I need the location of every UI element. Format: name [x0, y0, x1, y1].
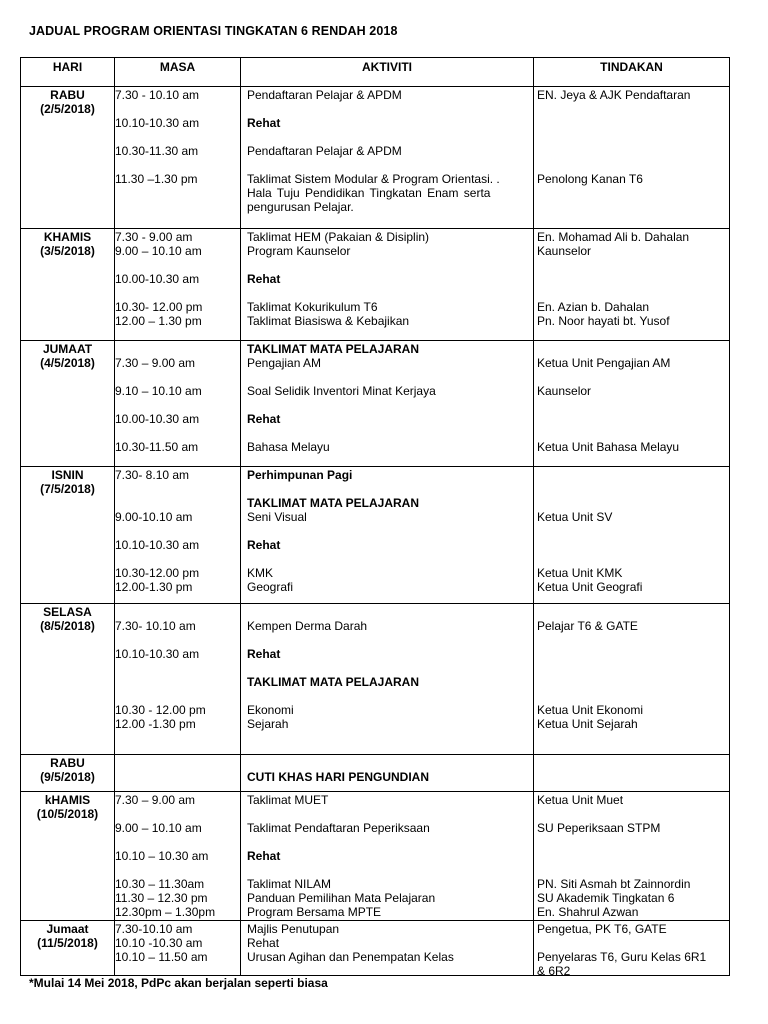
activity: Soal Selidik Inventori Minat Kerjaya	[247, 384, 436, 398]
person-in-charge: Penyelaras T6, Guru Kelas 6R1	[537, 950, 707, 964]
tindakan-cell	[534, 921, 730, 976]
time-slot: 7.30 - 10.10 am	[115, 88, 200, 102]
activity: Hala Tuju Pendidikan Tingkatan Enam serta	[247, 186, 491, 200]
activity: Program Bersama MPTE	[247, 905, 382, 919]
person-in-charge: Ketua Unit KMK	[537, 566, 623, 580]
time-slot: 7.30- 8.10 am	[115, 468, 190, 482]
masa-cell	[115, 921, 241, 976]
activity: Pengajian AM	[247, 356, 322, 370]
schedule-table	[20, 57, 730, 976]
person-in-charge: Pelajar T6 & GATE	[537, 619, 638, 633]
tindakan-cell	[534, 604, 730, 755]
activity: Geografi	[247, 580, 294, 594]
table-row	[21, 467, 730, 604]
person-in-charge: En. Azian b. Dahalan	[537, 300, 650, 314]
day-date: (3/5/2018)	[40, 244, 95, 258]
activity: KMK	[247, 566, 274, 580]
tindakan-cell	[534, 755, 730, 792]
time-slot: 10.30-11.50 am	[115, 440, 199, 454]
time-slot: 9.00 – 10.10 am	[115, 244, 202, 258]
activity: Pendaftaran Pelajar & APDM	[247, 144, 402, 158]
day-cell	[21, 604, 115, 755]
person-in-charge: Pengetua, PK T6, GATE	[537, 922, 667, 936]
activity: Taklimat Biasiswa & Kebajikan	[247, 314, 410, 328]
masa-cell	[115, 792, 241, 921]
time-slot: 11.30 –1.30 pm	[115, 172, 198, 186]
table-row	[21, 604, 730, 755]
day-date: (8/5/2018)	[40, 619, 95, 633]
activity: Pendaftaran Pelajar & APDM	[247, 88, 402, 102]
time-slot: 10.30 - 12.00 pm	[115, 703, 206, 717]
activity: Rehat	[247, 647, 281, 661]
time-slot: 9.00-10.10 am	[115, 510, 193, 524]
time-slot: 10.00-10.30 am	[115, 272, 200, 286]
activity: Seni Visual	[247, 510, 307, 524]
time-slot: 10.10-10.30 am	[115, 116, 200, 130]
time-slot: 10.10 – 11.50 am	[115, 950, 208, 964]
table-row	[21, 341, 730, 467]
activity: Program Kaunselor	[247, 244, 351, 258]
person-in-charge: Ketua Unit Sejarah	[537, 717, 638, 731]
day-cell	[21, 755, 115, 792]
person-in-charge: Pn. Noor hayati bt. Yusof	[537, 314, 670, 328]
activity: Perhimpunan Pagi	[247, 468, 353, 482]
masa-cell	[115, 87, 241, 229]
day-date: (9/5/2018)	[40, 770, 95, 784]
activity: Bahasa Melayu	[247, 440, 330, 454]
activity: Kempen Derma Darah	[247, 619, 368, 633]
table-row	[21, 792, 730, 921]
day-cell	[21, 229, 115, 341]
person-in-charge: Ketua Unit Ekonomi	[537, 703, 644, 717]
person-in-charge: & 6R2	[537, 964, 571, 978]
time-slot: 10.30-12.00 pm	[115, 566, 200, 580]
header-masa: MASA	[115, 58, 241, 87]
activity: Urusan Agihan dan Penempatan Kelas	[247, 950, 454, 964]
activity: Taklimat Kokurikulum T6	[247, 300, 378, 314]
time-slot: 11.30 – 12.30 pm	[115, 891, 208, 905]
aktiviti-cell	[241, 792, 534, 921]
day-name: KHAMIS	[43, 230, 92, 244]
time-slot: 10.00-10.30 am	[115, 412, 200, 426]
time-slot: 9.10 – 10.10 am	[115, 384, 202, 398]
day-date: (11/5/2018)	[37, 936, 98, 950]
day-name: Jumaat	[46, 922, 89, 936]
activity: Taklimat MUET	[247, 793, 329, 807]
time-slot: 7.30 - 9.00 am	[115, 230, 193, 244]
day-date: (4/5/2018)	[40, 356, 95, 370]
time-slot: 7.30-10.10 am	[115, 922, 193, 936]
person-in-charge: EN. Jeya & AJK Pendaftaran	[537, 88, 691, 102]
aktiviti-cell	[241, 229, 534, 341]
time-slot: 12.00 -1.30 pm	[115, 717, 196, 731]
tindakan-cell	[534, 792, 730, 921]
aktiviti-cell	[241, 341, 534, 467]
day-cell	[21, 341, 115, 467]
person-in-charge: Ketua Unit Muet	[537, 793, 624, 807]
activity: Sejarah	[247, 717, 289, 731]
masa-cell	[115, 229, 241, 341]
activity: Ekonomi	[247, 703, 294, 717]
activity: Panduan Pemilihan Mata Pelajaran	[247, 891, 436, 905]
day-name: ISNIN	[51, 468, 84, 482]
day-name: JUMAAT	[42, 342, 93, 356]
activity: pengurusan Pelajar.	[247, 200, 354, 214]
table-header-row	[21, 58, 730, 87]
time-slot: 10.30 – 11.30am	[115, 877, 205, 891]
table-row	[21, 755, 730, 792]
activity: Taklimat NILAM	[247, 877, 332, 891]
person-in-charge: Ketua Unit Pengajian AM	[537, 356, 671, 370]
day-cell	[21, 921, 115, 976]
page-title: JADUAL PROGRAM ORIENTASI TINGKATAN 6 RENDAH 2018	[29, 24, 398, 38]
time-slot: 12.30pm – 1.30pm	[115, 905, 216, 919]
footnote: *Mulai 14 Mei 2018, PdPc akan berjalan seperti biasa	[29, 976, 328, 990]
aktiviti-cell	[241, 604, 534, 755]
person-in-charge: SU Akademik Tingkatan 6	[537, 891, 675, 905]
table-row	[21, 229, 730, 341]
tindakan-cell	[534, 341, 730, 467]
time-slot: 12.00-1.30 pm	[115, 580, 193, 594]
activity: Taklimat HEM (Pakaian & Disiplin)	[247, 230, 430, 244]
time-slot: 10.10-10.30 am	[115, 538, 200, 552]
day-cell	[21, 792, 115, 921]
person-in-charge: Kaunselor	[537, 244, 592, 258]
day-name: RABU	[50, 756, 85, 770]
aktiviti-cell	[241, 467, 534, 604]
time-slot: 10.30- 12.00 pm	[115, 300, 203, 314]
person-in-charge: En. Shahrul Azwan	[537, 905, 639, 919]
person-in-charge: SU Peperiksaan STPM	[537, 821, 661, 835]
activity: Rehat	[247, 936, 280, 950]
person-in-charge: En. Mohamad Ali b. Dahalan	[537, 230, 690, 244]
tindakan-cell	[534, 467, 730, 604]
time-slot: 10.10 -10.30 am	[115, 936, 203, 950]
time-slot: 10.10-10.30 am	[115, 647, 200, 661]
day-date: (7/5/2018)	[40, 482, 95, 496]
time-slot: 7.30 – 9.00 am	[115, 356, 196, 370]
activity: Rehat	[247, 849, 281, 863]
subject-briefing-heading: TAKLIMAT MATA PELAJARAN	[247, 496, 419, 510]
table-row	[21, 921, 730, 976]
time-slot: 9.00 – 10.10 am	[115, 821, 202, 835]
masa-cell	[115, 755, 241, 792]
activity: Rehat	[247, 538, 281, 552]
day-cell	[21, 467, 115, 604]
day-cell	[21, 87, 115, 229]
activity: Rehat	[247, 272, 281, 286]
day-name: kHAMIS	[44, 793, 91, 807]
activity: Rehat	[247, 116, 281, 130]
time-slot: 7.30- 10.10 am	[115, 619, 196, 633]
tindakan-cell	[534, 229, 730, 341]
header-hari: HARI	[21, 58, 115, 87]
activity: Taklimat Sistem Modular & Program Orientasi. .	[247, 172, 500, 186]
header-tindakan: TINDAKAN	[534, 58, 730, 87]
day-date: (10/5/2018)	[36, 807, 99, 821]
header-aktiviti: AKTIVITI	[241, 58, 534, 87]
table-row	[21, 87, 730, 229]
day-name: RABU	[50, 88, 85, 102]
masa-cell	[115, 604, 241, 755]
activity: Rehat	[247, 412, 281, 426]
day-name: SELASA	[43, 605, 92, 619]
tindakan-cell	[534, 87, 730, 229]
person-in-charge: Ketua Unit SV	[537, 510, 613, 524]
subject-briefing-heading: TAKLIMAT MATA PELAJARAN	[247, 675, 419, 689]
person-in-charge: Penolong Kanan T6	[537, 172, 643, 186]
person-in-charge: PN. Siti Asmah bt Zainnordin	[537, 877, 691, 891]
time-slot: 12.00 – 1.30 pm	[115, 314, 202, 328]
person-in-charge: Ketua Unit Bahasa Melayu	[537, 440, 680, 454]
aktiviti-cell	[241, 755, 534, 792]
holiday-label: CUTI KHAS HARI PENGUNDIAN	[247, 770, 430, 784]
aktiviti-cell	[241, 87, 534, 229]
subject-briefing-heading: TAKLIMAT MATA PELAJARAN	[247, 342, 419, 356]
time-slot: 10.30-11.30 am	[115, 144, 199, 158]
masa-cell	[115, 467, 241, 604]
person-in-charge: Ketua Unit Geografi	[537, 580, 643, 594]
masa-cell	[115, 341, 241, 467]
day-date: (2/5/2018)	[40, 102, 95, 116]
time-slot: 10.10 – 10.30 am	[115, 849, 209, 863]
activity: Majlis Penutupan	[247, 922, 340, 936]
person-in-charge: Kaunselor	[537, 384, 592, 398]
time-slot: 7.30 – 9.00 am	[115, 793, 196, 807]
activity: Taklimat Pendaftaran Peperiksaan	[247, 821, 430, 835]
aktiviti-cell	[241, 921, 534, 976]
